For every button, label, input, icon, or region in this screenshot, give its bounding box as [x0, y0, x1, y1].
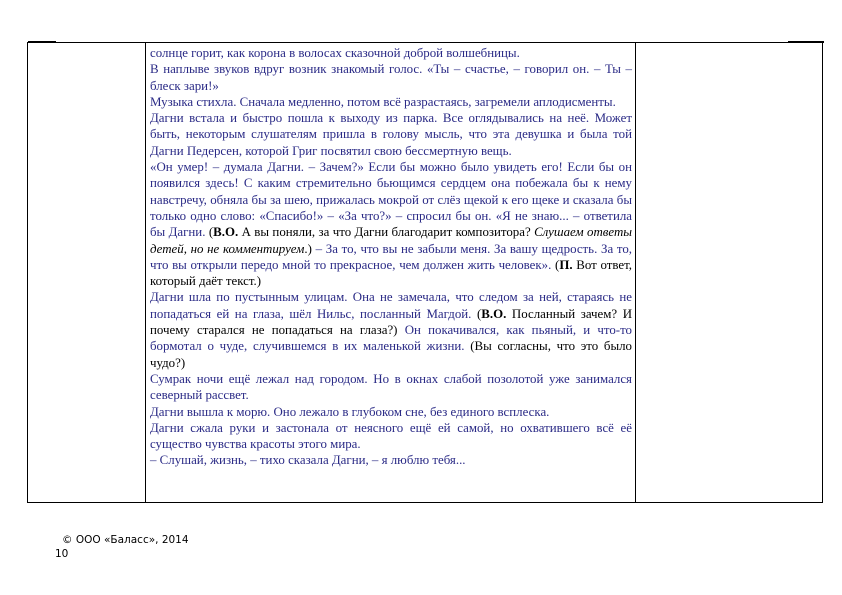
- text-run: (: [555, 257, 560, 272]
- table-top-mark-right: [788, 41, 824, 43]
- story-paragraph: [150, 94, 632, 110]
- story-paragraph: [150, 404, 632, 420]
- story-paragraph: [150, 420, 632, 453]
- text-run: Вот ответ, который даёт текст.): [150, 257, 632, 289]
- text-run: В.О.: [481, 306, 507, 321]
- text-run: Слушаем ответы детей, но не комментируем: [150, 225, 632, 256]
- story-paragraph: [150, 45, 632, 61]
- text-run: А вы поняли, за что Дагни благодарит композитора?: [238, 225, 535, 240]
- page-footer: [55, 533, 189, 561]
- story-paragraph: [150, 371, 632, 404]
- text-run: Сумрак ночи ещё лежал над городом. Но в окнах слабой позолотой уже занимался северный рассвет.: [150, 371, 632, 403]
- copyright-text: © ООО «Баласс», 2014: [62, 534, 189, 546]
- text-run: Музыка стихла. Сначала медленно, потом всё разрастаясь, загремели аплодисменты.: [150, 94, 616, 109]
- text-run: (: [476, 306, 482, 321]
- page-number: 10: [55, 548, 69, 560]
- lesson-table: [27, 42, 823, 503]
- text-run: – Слушай, жизнь, – тихо сказала Дагни, – я люблю тебя...: [150, 453, 466, 468]
- table-top-mark-left: [28, 41, 56, 43]
- text-run: – За то, что вы не забыли меня. За вашу щедрость. За то, что вы открыли передо мной то прекрасное, чем должен жить человек».: [150, 241, 632, 272]
- story-paragraph: [150, 289, 632, 370]
- text-run: Дагни сжала руки и застонала от неясного ещё ей самой, но охватившего всё её существо чувства красоты этого мира.: [150, 420, 632, 452]
- text-run: солнце горит, как корона в волосах сказочной доброй волшебницы.: [150, 46, 520, 60]
- text-run: Посланный зачем? И почему старался не попадаться на глаза?): [150, 306, 633, 338]
- text-run: П.: [559, 257, 573, 272]
- text-run: Дагни встала и быстро пошла к выходу из парка. Все оглядывались на неё. Может быть, некоторым слушателям пришла в голову мысль, что эта девушка и была той Дагни Педерсен, которой Григ посвятил свою бессмертную вещь.: [150, 111, 632, 158]
- text-run: В наплыве звуков вдруг возник знакомый голос. «Ты – счастье, – говорил он. – Ты – блеск зари!»: [150, 62, 632, 93]
- text-run: Дагни вышла к морю. Оно лежало в глубоком сне, без единого всплеска.: [150, 404, 550, 419]
- text-run: Он покачивался, как пьяный, и что-то бормотал о чуде, случившемся в их маленькой жизни.: [150, 323, 632, 354]
- text-run: (: [208, 225, 214, 240]
- story-paragraph: [150, 110, 632, 159]
- story-paragraph: [150, 452, 632, 468]
- story-text-cell: [150, 45, 632, 469]
- text-run: «Он умер! – думала Дагни. – Зачем?» Если бы можно было увидеть его! Если бы он появился здесь! С каким стремительно бьющимся сердцем она побежала бы к нему навстречу, обняла бы за шею, прижалась мокрой от слёз щекой к его щеке и сказала бы только одно слово: «Спасибо!» – «За что?» – спросил бы он. «Я не знаю... – ответила бы Дагни.: [150, 160, 632, 240]
- text-run: Дагни шла по пустынным улицам. Она не замечала, что следом за ней, стараясь не попадаться ей на глаза, шёл Нильс, посланный Магдой.: [150, 290, 632, 321]
- column-divider-left: [145, 43, 146, 502]
- text-run: .): [304, 241, 312, 256]
- story-paragraph: [150, 159, 632, 289]
- column-divider-right: [635, 43, 636, 502]
- text-run: (Вы согласны, что это было чудо?): [150, 339, 632, 370]
- text-run: В.О.: [213, 225, 239, 240]
- story-paragraph: [150, 61, 632, 94]
